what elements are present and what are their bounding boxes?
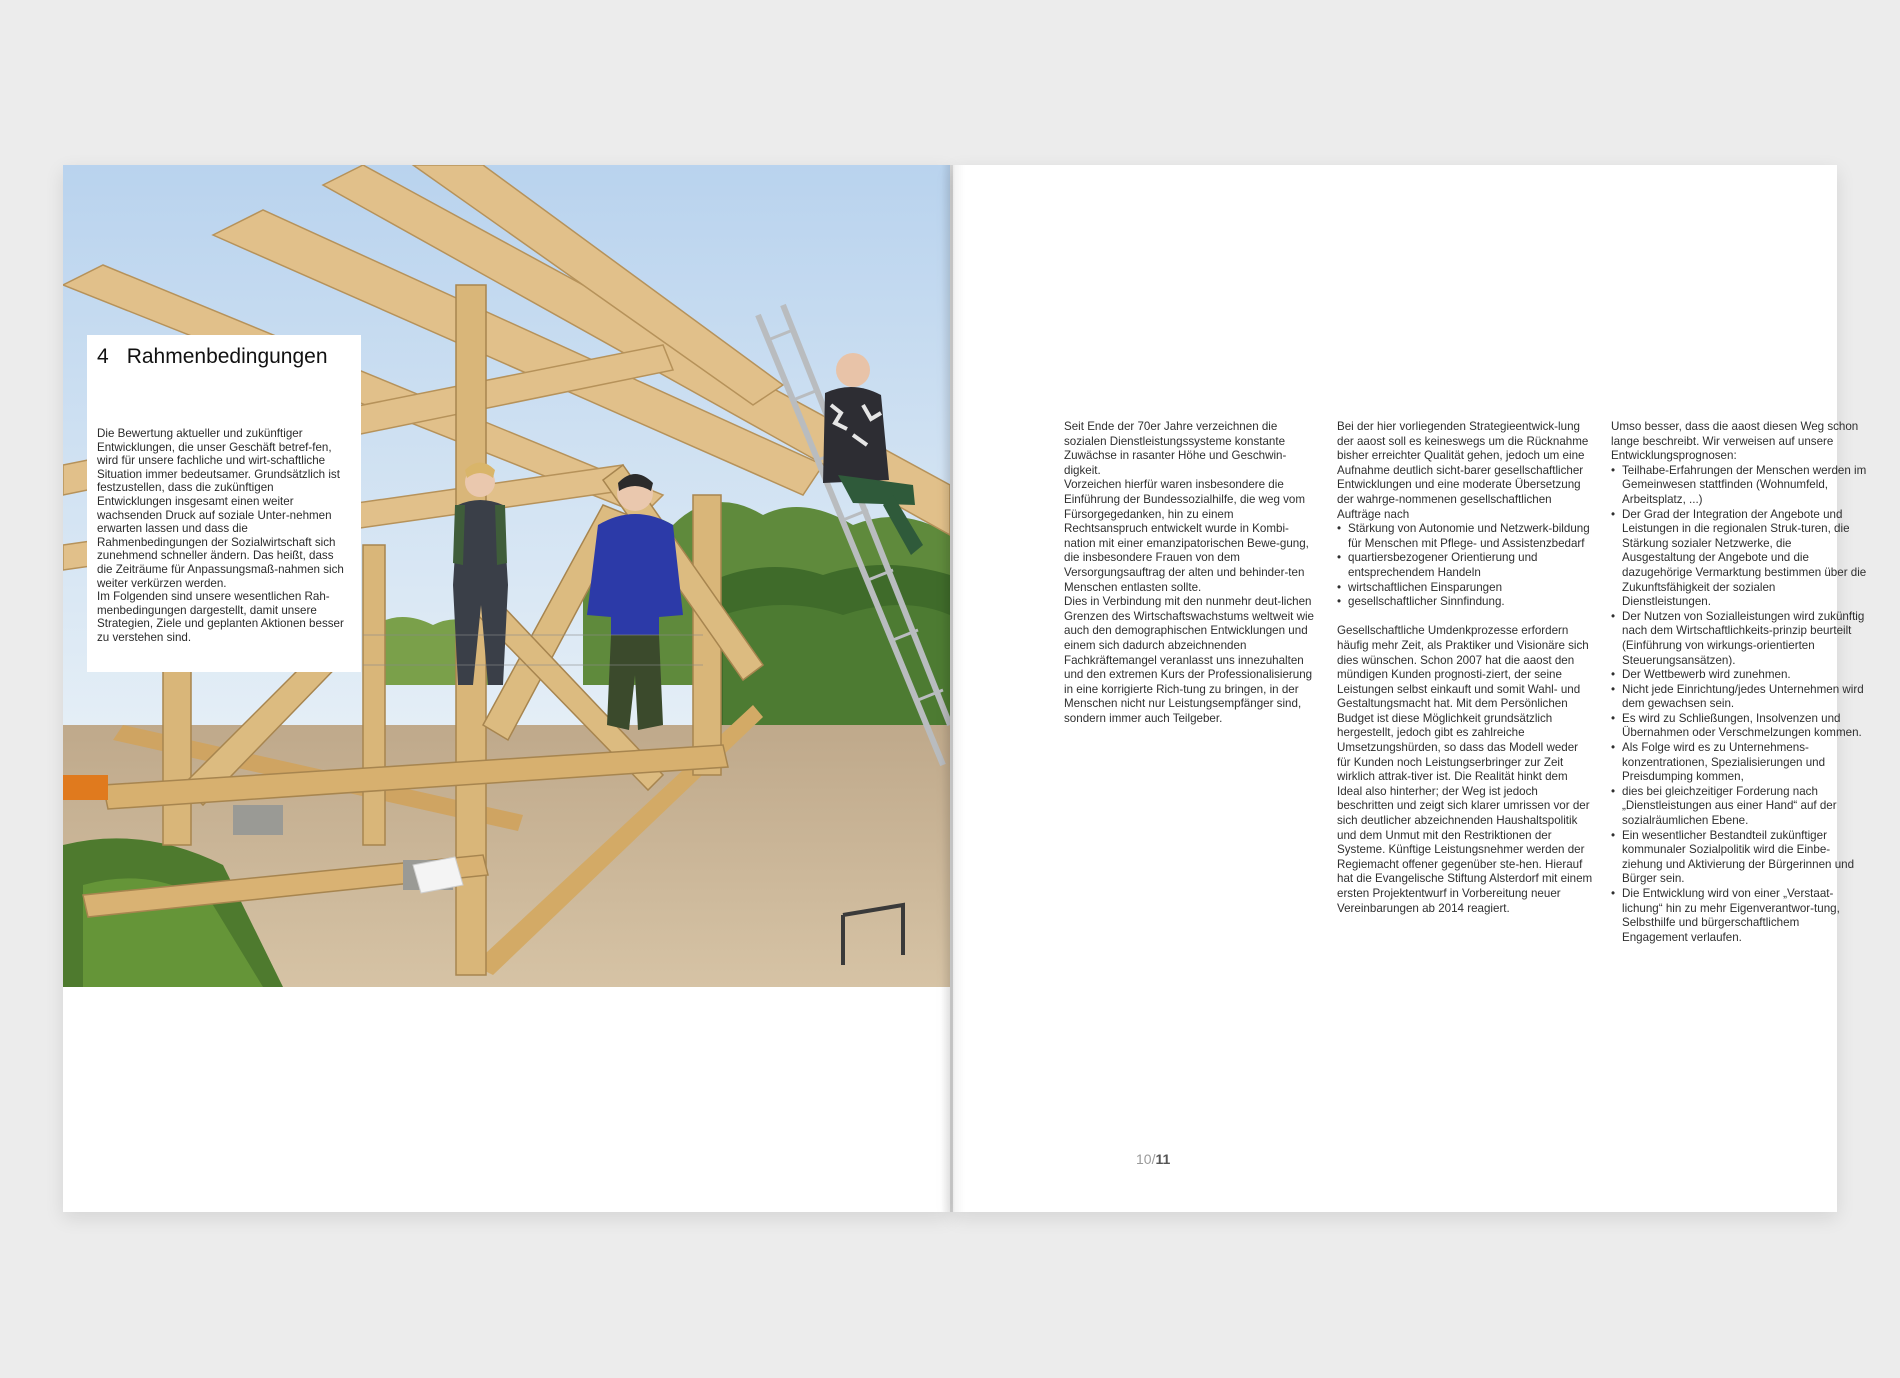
body-paragraph: Umso besser, dass die aaost diesen Weg schon lange beschreibt. Wir verweisen auf unsere Entwicklungsprognosen: xyxy=(1611,420,1859,463)
list-item: • Die Entwicklung wird von einer „Verstaat-lichung“ hin zu mehr Eigenverantwor-tung, Selbsthilfe und bürgerschaftlichem Engagement verlaufen. xyxy=(1611,887,1867,945)
body-paragraph: Gesellschaftliche Umdenkprozesse erfordern häufig mehr Zeit, als Praktiker und Visionäre sich dies wünschen. Schon 2007 hat die aaost den mündigen Kunden prognosti-ziert, der seine Leistungen selbst einkauft und somit Wahl- und Gestaltungsmacht hat. Mit dem Persönlichen Budget ist diese Möglichkeit grundsätzlich hergestellt, jedoch gibt es zahlreiche Umsetzungshürden, so dass das Modell weder für Kunden noch Leistungserbringer zur Zeit wirklich attrak-tiver ist. Die Realität hinkt dem Ideal also hinterher; der Weg ist jedoch beschritten und zeigt sich klarer umrissen vor der sich deutlicher abzeichnenden Haushaltspolitik und dem Unmut mit den Restriktionen der Systeme. Künftige Leistungsnehmer werden der Regiemacht offener gegenüber ste-hen. Hierauf hat die Evangelische Stiftung Alsterdorf mit einem ersten Projektentwurf in Vorbereitung neuer Vereinbarungen ab 2014 reagiert. xyxy=(1337,624,1593,915)
list-item: • gesellschaftlicher Sinnfindung. xyxy=(1337,595,1593,610)
page-numbers xyxy=(1136,1151,1170,1167)
intro-paragraph: Im Folgenden sind unsere wesentlichen Rah-menbedingungen dargestellt, damit unsere Strategien, Ziele und geplanten Aktionen besser zu verstehen sind. xyxy=(97,590,344,644)
left-page xyxy=(63,165,950,1212)
bullet-list xyxy=(1337,522,1593,610)
text-column-1 xyxy=(1064,420,1320,726)
body-paragraph: Bei der hier vorliegenden Strategieentwick-lung der aaost soll es keineswegs um die Rücknahme bisher erreichter Qualität gehen, jedoch um eine Aufnahme deutlich sicht-barer gesellschaftlicher Entwicklungen und eine moderate Übersetzung der wahrge-nommenen gesellschaftlichen Aufträge nach xyxy=(1337,420,1589,521)
chapter-title-card xyxy=(87,335,361,672)
page-number-left: 10/ xyxy=(1136,1151,1156,1167)
list-item: • dies bei gleichzeitiger Forderung nach „Dienstleistungen aus einer Hand“ auf der sozialräumlichen Ebene. xyxy=(1611,785,1867,829)
page-number-right: 11 xyxy=(1155,1151,1171,1167)
list-item: • Der Wettbewerb wird zunehmen. xyxy=(1611,668,1867,683)
chapter-intro xyxy=(97,427,351,645)
text-column-2 xyxy=(1337,420,1593,916)
list-item: • Es wird zu Schließungen, Insolvenzen und Übernahmen oder Verschmelzungen kommen. xyxy=(1611,712,1867,741)
list-item: • Als Folge wird es zu Unternehmens-konzentrationen, Spezialisierungen und Preisdumping kommen, xyxy=(1611,741,1867,785)
bullet-list xyxy=(1611,464,1867,946)
chapter-number: 4 xyxy=(97,345,109,368)
text-column-3 xyxy=(1611,420,1867,945)
list-item: • Ein wesentlicher Bestandteil zukünftiger kommunaler Sozialpolitik wird die Einbe-ziehung und Aktivierung der Bürgerinnen und Bürger sein. xyxy=(1611,829,1867,887)
list-item: • quartiersbezogener Orientierung und entsprechendem Handeln xyxy=(1337,551,1593,580)
list-item: • Der Grad der Integration der Angebote und Leistungen in die regionalen Struk-turen, die Stärkung sozialer Netzwerke, die Ausgestaltung der Angebote und die dazugehörige Vermarktung bestimmen über die Zukunftsfähigkeit der sozialen Dienstleistungen. xyxy=(1611,508,1867,610)
list-item: • Nicht jede Einrichtung/jedes Unternehmen wird dem gewachsen sein. xyxy=(1611,683,1867,712)
right-page xyxy=(953,165,1867,1212)
list-item: • Teilhabe-Erfahrungen der Menschen werden im Gemeinwesen stattfinden (Wohnumfeld, Arbeitsplatz, ...) xyxy=(1611,464,1867,508)
body-paragraph: Vorzeichen hierfür waren insbesondere die Einführung der Bundessozialhilfe, die weg vom Fürsorgegedanken, hin zu einem Rechtsanspruch entwickelt wurde in Kombi-nation mit einer emanzipatorischen Bewe-gung, die insbesondere Frauen von dem Versorgungsauftrag der alten und behinder-ten Menschen entlasten sollte. xyxy=(1064,478,1309,594)
body-paragraph: Seit Ende der 70er Jahre verzeichnen die sozialen Dienstleistungssysteme konstante Zuwächse in rasanter Höhe und Geschwin-digkeit. xyxy=(1064,420,1287,477)
book-spread xyxy=(63,165,1867,1212)
chapter-heading xyxy=(97,343,351,371)
chapter-title: Rahmenbedingungen xyxy=(126,345,328,368)
intro-paragraph: Die Bewertung aktueller und zukünftiger Entwicklungen, die unser Geschäft betref-fen, wird für unsere fachliche und wirt-schaftliche Situation immer bedeutsamer. Grundsätzlich ist festzustellen, dass die zukünftigen Entwicklungen insgesamt einen weiter wachsenden Druck auf soziale Unter-nehmen erwarten lassen und dass die Rahmenbedingungen der Sozialwirtschaft sich zunehmend schneller ändern. Das heißt, dass die Zeiträume für Anpassungsmaß-nahmen sich weiter verkürzen werden. xyxy=(97,427,344,590)
paragraph-gap xyxy=(1337,610,1593,625)
body-paragraph: Dies in Verbindung mit den nunmehr deut-lichen Grenzen des Wirtschaftswachstums weltweit wie auch den demographischen Entwicklungen und einem sich dadurch abzeichnenden Fachkräftemangel veranlasst uns innezuhalten und den extremen Kurs der Professionalisierung in eine korrigierte Rich-tung zu bringen, in der Menschen nicht nur Leistungsempfänger sind, sondern immer auch Teilgeber. xyxy=(1064,595,1314,725)
list-item: • Der Nutzen von Sozialleistungen wird zukünftig nach dem Wirtschaftlichkeits-prinzip beurteilt (Einführung von wirkungs-orientierten Steuerungsansätzen). xyxy=(1611,610,1867,668)
list-item: • Stärkung von Autonomie und Netzwerk-bildung für Menschen mit Pflege- und Assistenzbedarf xyxy=(1337,522,1593,551)
list-item: • wirtschaftlichen Einsparungen xyxy=(1337,581,1593,596)
